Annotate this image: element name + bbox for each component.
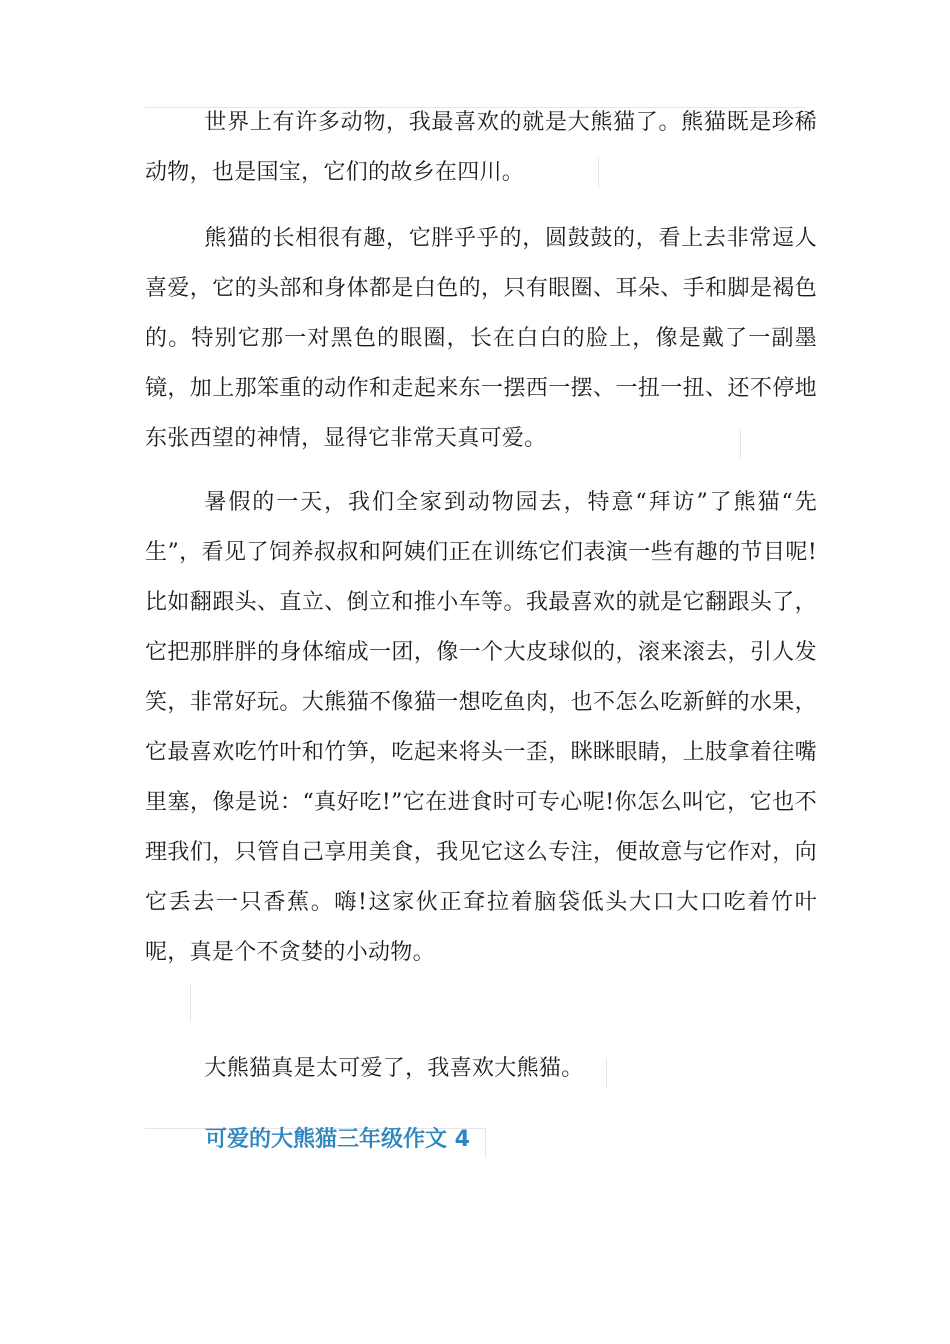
paragraph-appearance: 熊猫的长相很有趣，它胖乎乎的，圆鼓鼓的，看上去非常逗人喜爱，它的头部和身体都是白色的，只有眼圈、耳朵、手和脚是褐色的。特别它那一对黑色的眼圈，长在白白的脸上，像是戴了一副墨镜，加上那笨重的动作和走起来东一摆西一摆、一扭一扭、还不停地东张西望的神情，显得它非常天真可爱。 xyxy=(145,226,817,451)
layout-guide xyxy=(485,1128,486,1158)
paragraph-conclusion: 大熊猫真是太可爱了，我喜欢大熊猫。 xyxy=(204,1056,584,1081)
paragraph-zoo-visit: 暑假的一天，我们全家到动物园去，特意“拜访”了熊猫“先生”，看见了饲养叔叔和阿姨们正在训练它们表演一些有趣的节目呢!比如翻跟头、直立、倒立和推小车等。我最喜欢的就是它翻跟头了，它把那胖胖的身体缩成一团，像一个大皮球似的，滚来滚去，引人发笑，非常好玩。大熊猫不像猫一想吃鱼肉，也不怎么吃新鲜的水果，它最喜欢吃竹叶和竹笋，吃起来将头一歪，眯眯眼睛，上肢拿着往嘴里塞，像是说：“真好吃!”它在进食时可专心呢!你怎么叫它，它也不理我们，只管自己享用美食，我见它这么专注，便故意与它作对，向它丢去一只香蕉。嗨!这家伙正耷拉着脑袋低头大口大口吃着竹叶呢，真是个不贪婪的小动物。 xyxy=(145,490,817,965)
section-heading: 可爱的大熊猫三年级作文 4 xyxy=(205,1127,470,1152)
paragraph-intro: 世界上有许多动物，我最喜欢的就是大熊猫了。熊猫既是珍稀动物，也是国宝，它们的故乡在四川。 xyxy=(145,110,817,185)
layout-guide xyxy=(190,985,191,1021)
